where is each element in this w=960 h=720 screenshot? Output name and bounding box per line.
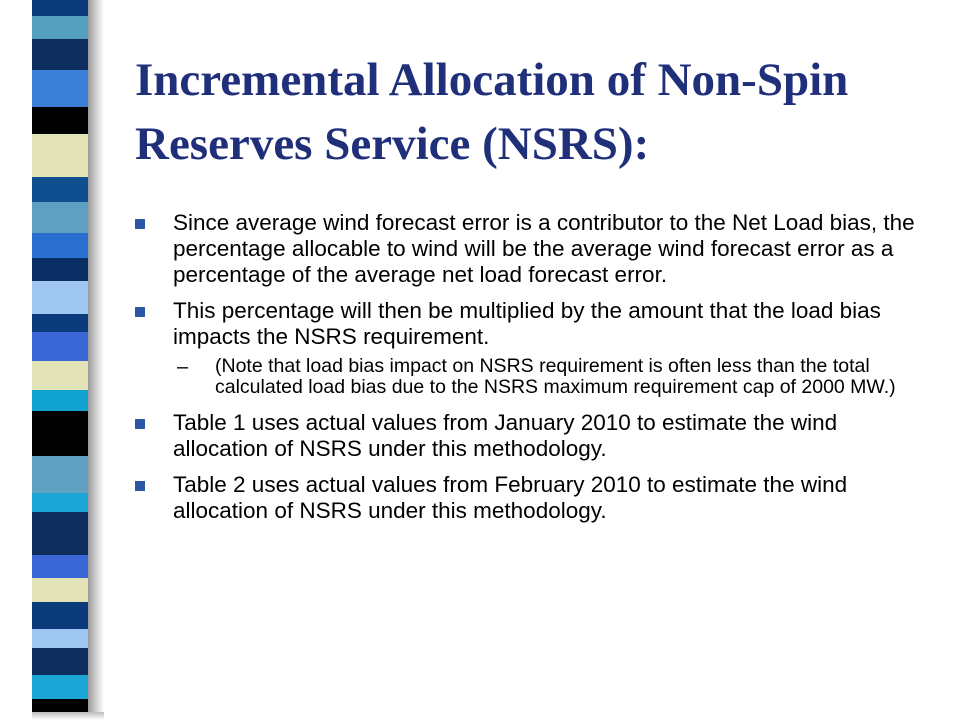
slide-title: Incremental Allocation of Non-Spin Reserves Service (NSRS): <box>135 54 849 170</box>
stripe-7 <box>32 177 88 202</box>
dash-bullet-icon: – <box>177 356 189 378</box>
bullet-item <box>135 298 935 350</box>
stripe-13 <box>32 332 88 361</box>
stripe-6 <box>32 134 88 177</box>
square-bullet-icon <box>135 472 173 498</box>
stripe-21 <box>32 578 88 601</box>
bullet-text: This percentage will then be multiplied by the amount that the load bias impacts the NSRS requirement. <box>173 298 881 349</box>
square-bullet-icon <box>135 410 173 436</box>
stripe-11 <box>32 281 88 314</box>
stripe-shadow-bottom <box>32 712 104 720</box>
stripe-18 <box>32 493 88 512</box>
bullet-item <box>135 410 935 462</box>
stripe-17 <box>32 456 88 493</box>
stripe-14 <box>32 361 88 390</box>
sub-bullet-text: (Note that load bias impact on NSRS requirement is often less than the total calculated load bias due to the NSRS maximum requirement cap of 2000 MW.) <box>215 355 896 398</box>
stripe-4 <box>32 70 88 107</box>
stripe-9 <box>32 233 88 258</box>
bullet-text: Table 2 uses actual values from February 2010 to estimate the wind allocation of NSRS under this methodology. <box>173 472 848 523</box>
square-bullet-icon <box>135 298 173 324</box>
stripe-20 <box>32 555 88 578</box>
stripe-column <box>32 0 88 720</box>
stripe-shadow <box>88 0 104 720</box>
stripe-2 <box>32 16 88 39</box>
stripe-5 <box>32 107 88 134</box>
decorative-stripe-bar <box>0 0 108 720</box>
bullet-text: Since average wind forecast error is a contributor to the Net Load bias, the percentage allocable to wind will be the average wind forecast error as a percentage of the average net load forecast error. <box>173 210 915 287</box>
stripe-19 <box>32 512 88 555</box>
stripe-16 <box>32 411 88 456</box>
stripe-12 <box>32 314 88 331</box>
stripe-8 <box>32 202 88 233</box>
stripe-25 <box>32 675 88 698</box>
square-bullet-icon <box>135 210 173 236</box>
stripe-23 <box>32 629 88 648</box>
stripe-22 <box>32 602 88 629</box>
bullet-item <box>135 210 935 288</box>
stripe-24 <box>32 648 88 675</box>
bullet-text: Table 1 uses actual values from January 2010 to estimate the wind allocation of NSRS under this methodology. <box>173 410 838 461</box>
sub-bullet-item <box>173 356 935 398</box>
stripe-15 <box>32 390 88 411</box>
bullet-item <box>135 472 935 524</box>
bullet-list <box>135 210 935 534</box>
stripe-10 <box>32 258 88 281</box>
stripe-3 <box>32 39 88 70</box>
stripe-1 <box>32 0 88 16</box>
